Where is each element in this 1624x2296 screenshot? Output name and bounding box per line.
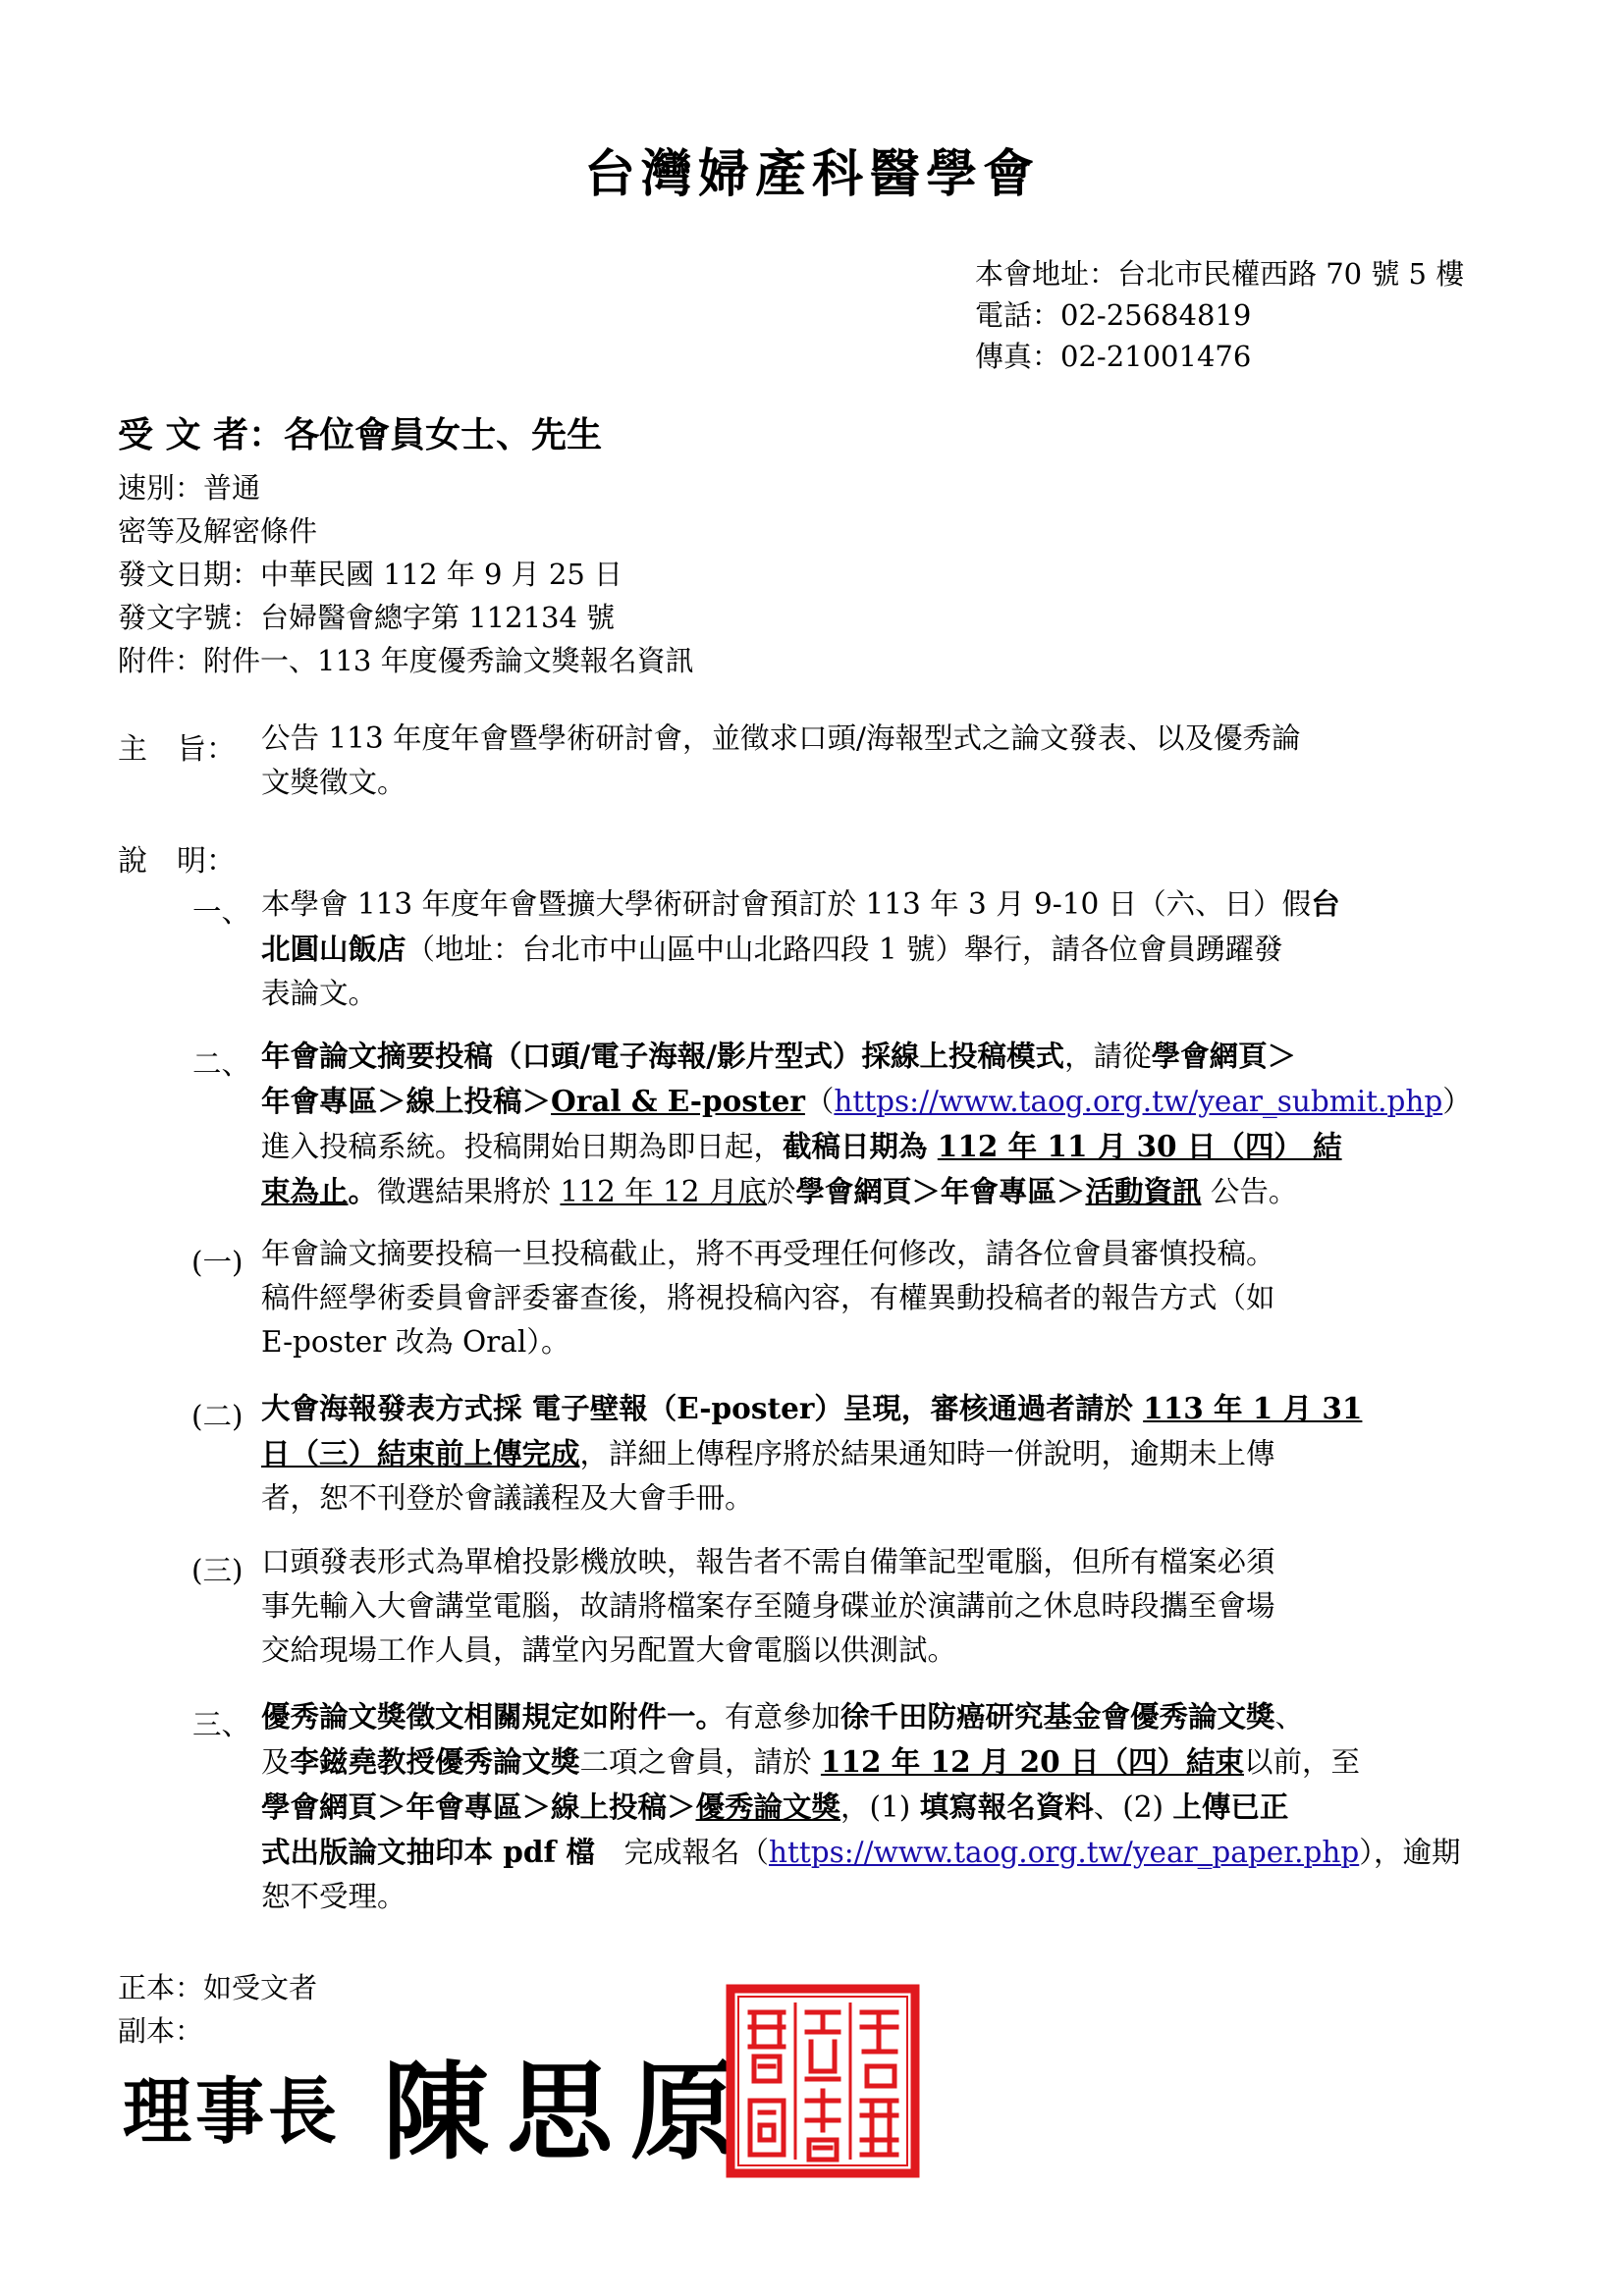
oral-eposter-link-label: Oral & E-poster <box>551 1084 805 1118</box>
original-recipient-line: 正本：如受文者 <box>118 1971 318 2004</box>
speed-line: 速別：普通 <box>118 471 261 505</box>
sub1-text: 年會論文摘要投稿一旦投稿截止，將不再受理任何修改，請各位會員審慎投稿。 稿件經學術委員會評委審查後，將視投稿內容，有權異動投稿者的報告方式（如 E-poster 改為 Oral）。 <box>261 1237 1275 1359</box>
signature-title: 理事長 <box>123 2069 341 2155</box>
sub1-marker: (一) <box>191 1246 244 1279</box>
item3-text: 優秀論文獎徵文相關規定如附件一。有意參加徐千田防癌研究基金會優秀論文獎、 及李鎡堯教授優秀論文獎二項之會員，請於 112 年 12 月 20 日（四）結束以前，至 學會網頁＞年會專區＞線上投稿＞優秀論文獎，(1) 填寫報名資料、(2) 上傳已正 式出版論文抽印本 pdf 檔 完成報名（https://www.taog.org.tw/year_paper.php），逾期 恕不受理。 <box>261 1699 1461 1913</box>
subject-text: 公告 113 年度年會暨學術研討會，並徵求口頭/海報型式之論文發表、以及優秀論 文獎徵文。 <box>261 721 1301 799</box>
item2-text: 年會論文摘要投稿（口頭/電子海報/影片型式）採線上投稿模式，請從學會網頁＞ 年會專區＞線上投稿＞Oral & E-poster（https://www.taog.org.tw/year_submit.php） 進入投稿系統。投稿開始日期為即日起，截稿日期為 112 年 11 月 30 日（四） 結 束為止。徵選結果將於 112 年 12 月底於學會網頁＞年會專區＞活動資訊 公告。 <box>261 1039 1472 1208</box>
sub2-text: 大會海報發表方式採 電子壁報（E-poster）呈現，審核通過者請於 113 年 1 月 31 日（三）結束前上傳完成，詳細上傳程序將於結果通知時一併說明，逾期未上傳 者，恕不刊登於會議議程及大會手冊。 <box>261 1391 1363 1515</box>
sub2-marker: (二) <box>191 1400 244 1433</box>
address-line: 本會地址：台北市民權西路 70 號 5 樓 <box>975 257 1465 291</box>
copy-recipient-line: 副本： <box>118 2014 204 2048</box>
official-seal-icon <box>725 1983 921 2179</box>
item1-text: 本學會 113 年度年會暨擴大學術研討會預訂於 113 年 3 月 9-10 日（六、日）假台 北圓山飯店（地址：台北市中山區中山北路四段 1 號）舉行，請各位會員踴躍發 表論文。 <box>261 886 1340 1010</box>
attachment-line: 附件：附件一、113 年度優秀論文獎報名資訊 <box>118 644 694 677</box>
item2-marker: 二、 <box>192 1047 251 1081</box>
submit-url-link[interactable]: https://www.taog.org.tw/year_submit.php <box>834 1085 1443 1118</box>
item3-marker: 三、 <box>192 1708 251 1741</box>
secrecy-line: 密等及解密條件 <box>118 514 318 548</box>
sub3-text: 口頭發表形式為單槍投影機放映，報告者不需自備筆記型電腦，但所有檔案必須 事先輸入大會講堂電腦，故請將檔案存至隨身碟並於演講前之休息時段攜至會場 交給現場工作人員，講堂內另配置大會電腦以供測試。 <box>261 1545 1275 1667</box>
explanation-label: 說 明： <box>118 844 236 879</box>
paper-url-link[interactable]: https://www.taog.org.tw/year_paper.php <box>769 1836 1360 1869</box>
item1-marker: 一、 <box>192 895 251 929</box>
page-title: 台灣婦產科醫學會 <box>583 144 1040 204</box>
ref-no-line: 發文字號：台婦醫會總字第 112134 號 <box>118 601 616 634</box>
date-line: 發文日期：中華民國 112 年 9 月 25 日 <box>118 558 623 591</box>
sub3-marker: (三) <box>191 1554 244 1587</box>
signature-name: 陳思原 <box>383 2052 755 2174</box>
phone-line: 電話：02-25684819 <box>975 298 1252 332</box>
fax-line: 傳真：02-21001476 <box>975 340 1252 373</box>
subject-label: 主 旨： <box>118 732 236 767</box>
recipient-line: 受 文 者：各位會員女士、先生 <box>118 414 603 455</box>
